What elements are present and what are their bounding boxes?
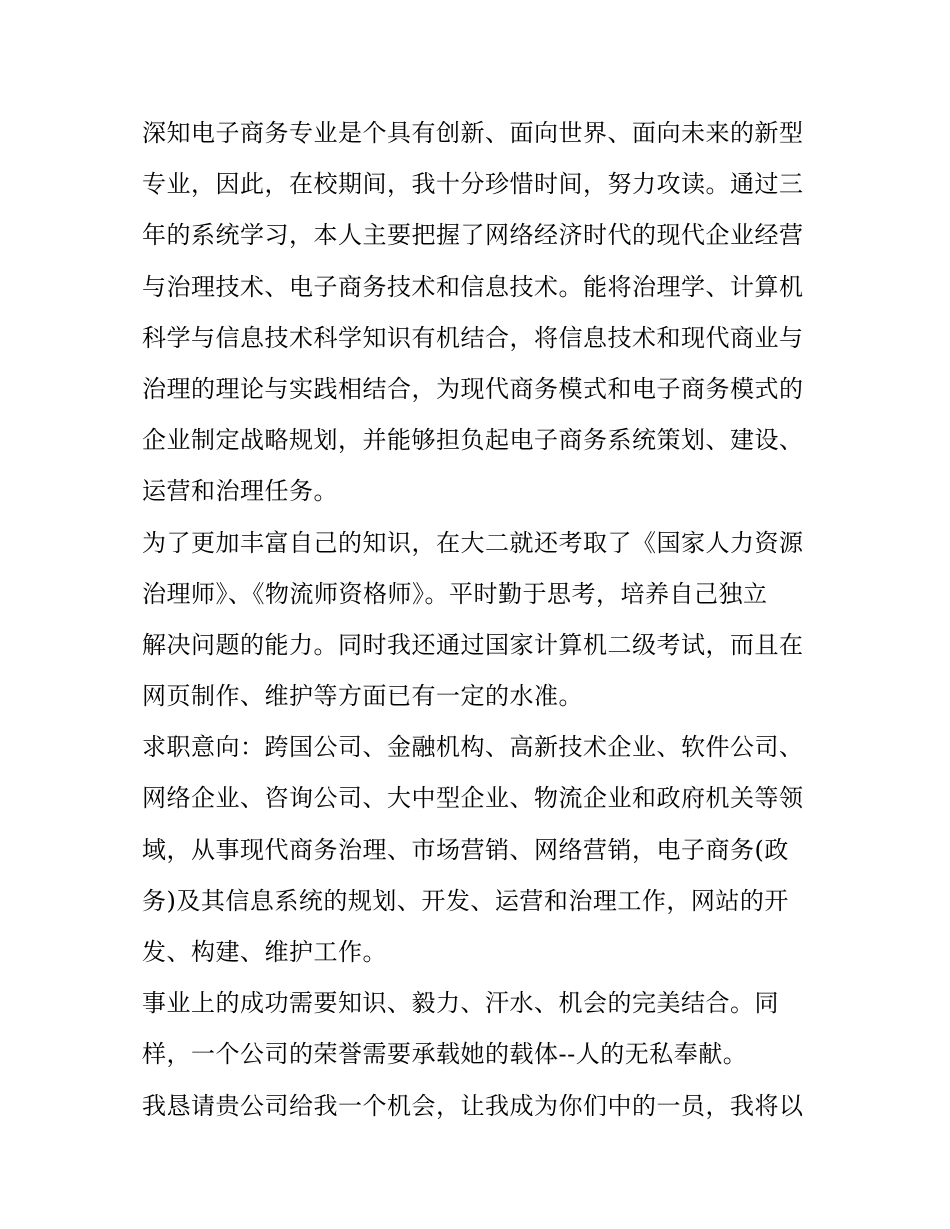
- text-line: 为了更加丰富自己的知识，在大二就还考取了《国家人力资源: [142, 528, 804, 557]
- text-line: 治理师》、《物流师资格师》。平时勤于思考，培养自己独立: [142, 579, 768, 608]
- text-line: 发、构建、维护工作。: [142, 938, 387, 966]
- text-line: 解决问题的能力。同时我还通过国家计算机二级考试，而且在: [142, 630, 804, 659]
- text-line: 务)及其信息系统的规划、开发、运营和治理工作，网站的开: [142, 886, 789, 915]
- text-line: 治理的理论与实践相结合，为现代商务模式和电子商务模式的: [142, 374, 804, 403]
- text-line: 域，从事现代商务治理、市场营销、网络营销，电子商务(政: [142, 835, 789, 864]
- document-body: [142, 108, 814, 1132]
- text-line: 事业上的成功需要知识、毅力、汗水、机会的完美结合。同: [142, 989, 779, 1018]
- text-line: 运营和治理任务。: [142, 477, 338, 506]
- text-line: 我恳请贵公司给我一个机会，让我成为你们中的一员，我将以: [142, 1091, 804, 1120]
- text-line: 科学与信息技术科学知识有机结合，将信息技术和现代商业与: [142, 323, 804, 352]
- text-line: 企业制定战略规划，并能够担负起电子商务系统策划、建设、: [142, 426, 804, 455]
- text-line: 网页制作、维护等方面已有一定的水准。: [142, 682, 583, 711]
- text-line: 求职意向：跨国公司、金融机构、高新技术企业、软件公司、: [142, 733, 804, 762]
- text-line: 样，一个公司的荣誉需要承载她的载体--人的无私奉献。: [142, 1040, 748, 1069]
- text-line: 与治理技术、电子商务技术和信息技术。能将治理学、计算机: [142, 272, 804, 301]
- text-line: 专业，因此，在校期间，我十分珍惜时间，努力攻读。通过三: [142, 170, 804, 199]
- text-line: 网络企业、咨询公司、大中型企业、物流企业和政府机关等领: [142, 784, 804, 813]
- text-line: 深知电子商务专业是个具有创新、面向世界、面向未来的新型: [142, 119, 804, 147]
- text-line: 年的系统学习，本人主要把握了网络经济时代的现代企业经营: [142, 221, 804, 250]
